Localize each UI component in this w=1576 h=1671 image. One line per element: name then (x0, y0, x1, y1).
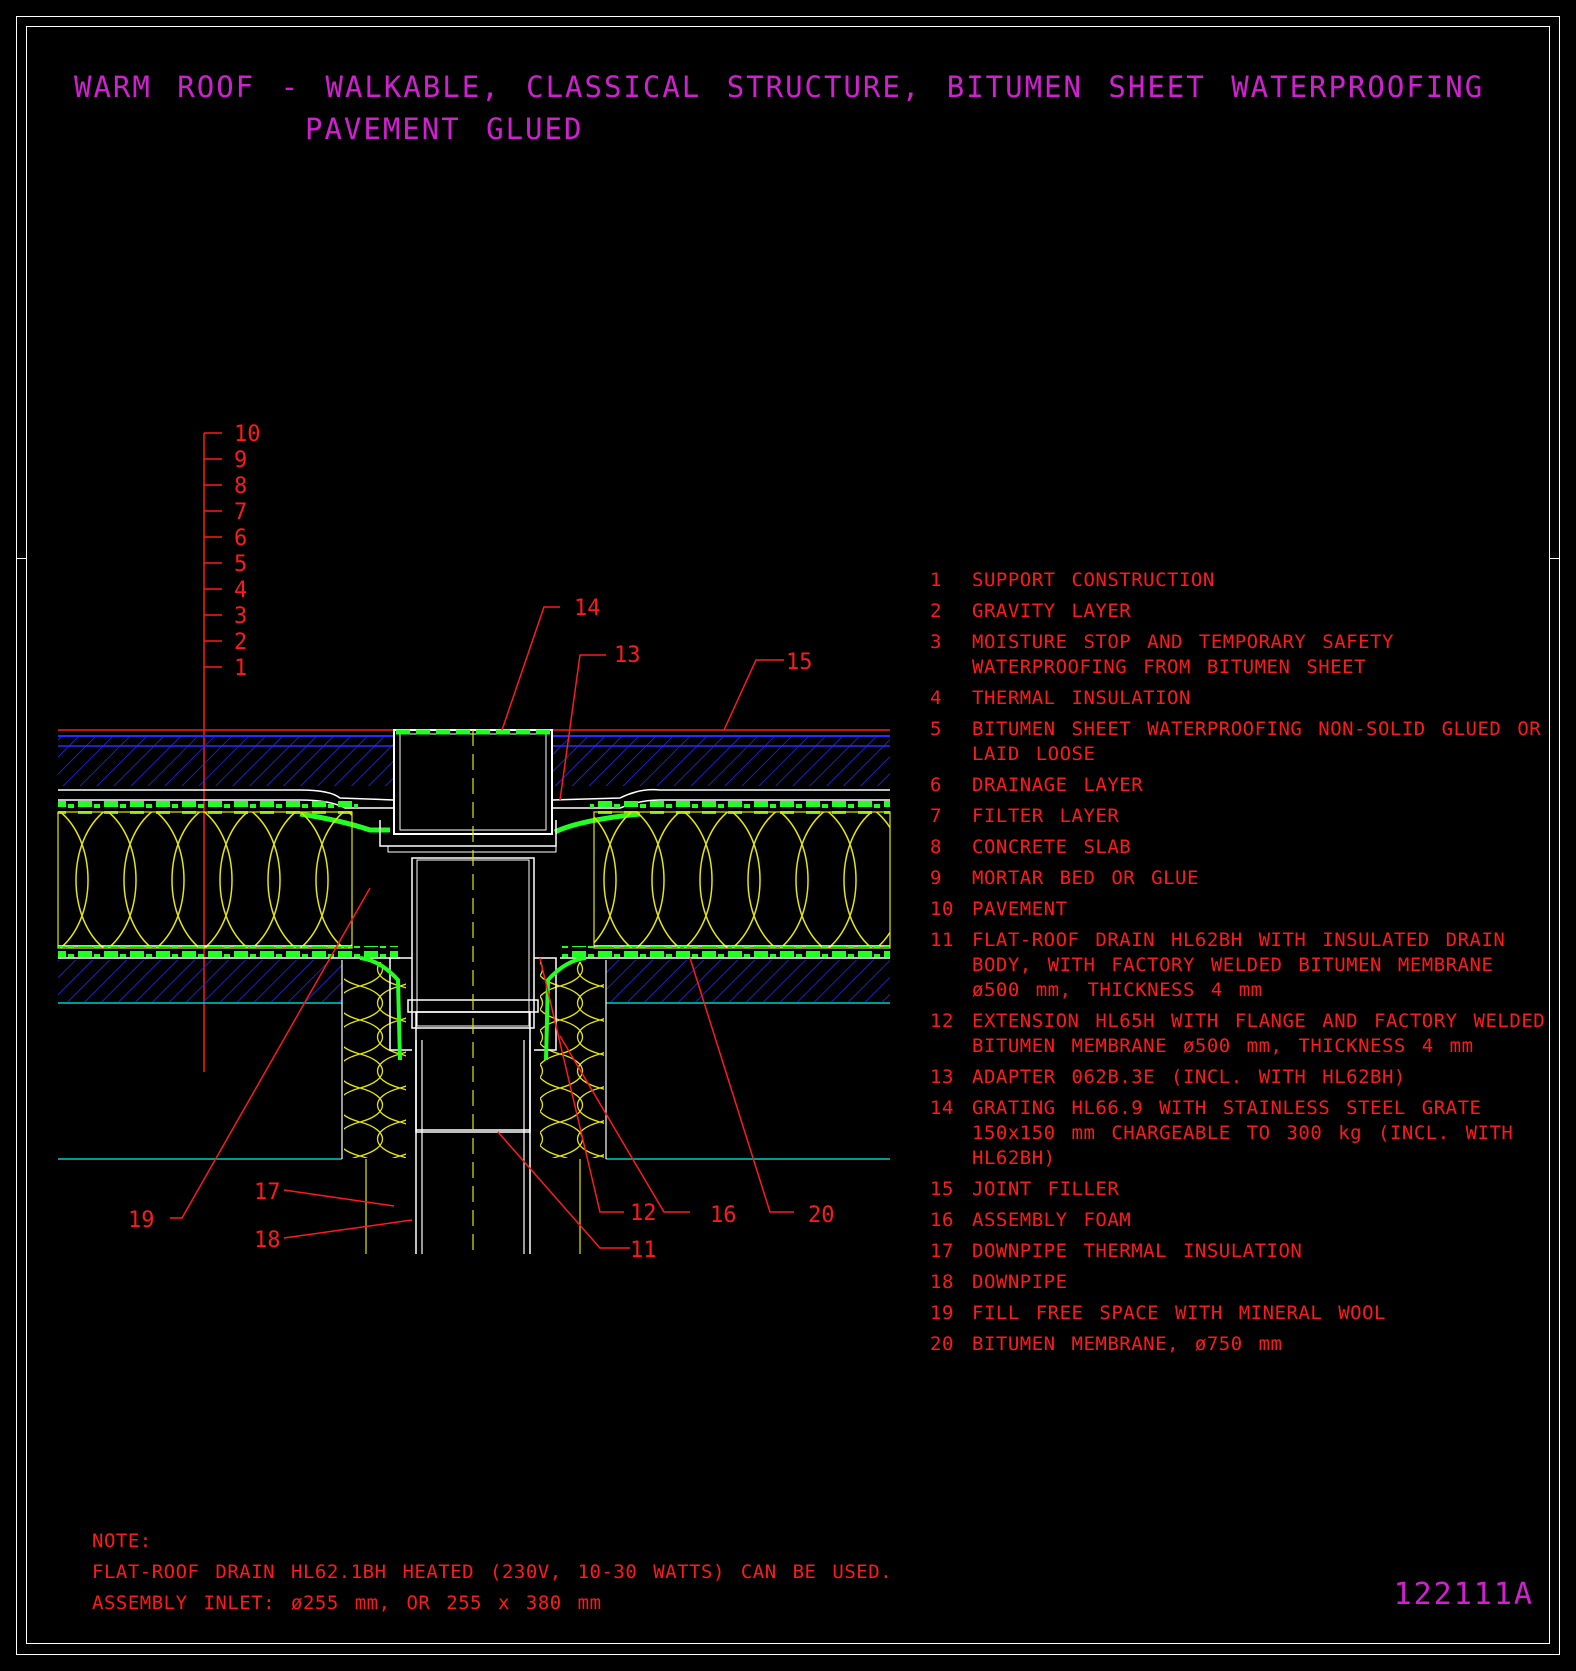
legend-item: 20 BITUMEN MEMBRANE, ø750 mm (930, 1333, 1283, 1355)
legend-item: 14 GRATING HL66.9 WITH STAINLESS STEEL GRATE 150x150 mm CHARGEABLE TO 300 kg (INCL. WITH HL62BH) (930, 1097, 1514, 1169)
legend-item: 10 PAVEMENT (930, 898, 1068, 920)
callout-12: 12 (630, 1201, 657, 1226)
scale-label-6: 6 (234, 526, 248, 551)
legend-item: 6 DRAINAGE LAYER (930, 774, 1144, 796)
callout-19: 19 (128, 1208, 155, 1233)
callout-15: 15 (786, 650, 813, 675)
legend (930, 568, 1550, 1363)
legend-item: 4 THERMAL INSULATION (930, 687, 1191, 709)
scale-label-1: 1 (234, 656, 248, 681)
callout-11: 11 (630, 1238, 657, 1263)
drawing-code: 122111A (1393, 1577, 1534, 1612)
scale-label-5: 5 (234, 552, 248, 577)
callout-16: 16 (710, 1203, 737, 1228)
scale-label-7: 7 (234, 500, 248, 525)
callout-17: 17 (254, 1180, 281, 1205)
scale-label-3: 3 (234, 604, 248, 629)
callout-20: 20 (808, 1203, 835, 1228)
scale-label-8: 8 (234, 474, 248, 499)
note-line-2: ASSEMBLY INLET: ø255 mm, OR 255 x 380 mm (92, 1592, 602, 1614)
legend-item: 16 ASSEMBLY FOAM (930, 1209, 1132, 1231)
thermal-insulation (58, 812, 890, 948)
legend-item: 7 FILTER LAYER (930, 805, 1120, 827)
note-heading: NOTE: (92, 1530, 152, 1552)
moisture-stop-membrane (58, 946, 890, 958)
title-line-2: PAVEMENT GLUED (305, 112, 584, 146)
legend-item: 5 BITUMEN SHEET WATERPROOFING NON-SOLID GLUED OR LAID LOOSE (930, 718, 1542, 765)
legend-item: 11 FLAT-ROOF DRAIN HL62BH WITH INSULATED DRAIN BODY, WITH FACTORY WELDED BITUMEN MEMBRANE ø500 mm, THICKNESS 4 mm (930, 929, 1506, 1001)
legend-item: 12 EXTENSION HL65H WITH FLANGE AND FACTORY WELDED BITUMEN MEMBRANE ø500 mm, THICKNESS 4 mm (930, 1010, 1546, 1057)
callout-18: 18 (254, 1228, 281, 1253)
legend-item: 2 GRAVITY LAYER (930, 600, 1132, 622)
legend-item: 3 MOISTURE STOP AND TEMPORARY SAFETY WATERPROOFING FROM BITUMEN SHEET (930, 631, 1394, 678)
legend-item: 1 SUPPORT CONSTRUCTION (930, 569, 1215, 591)
legend-item: 19 FILL FREE SPACE WITH MINERAL WOOL (930, 1302, 1386, 1324)
legend-item: 18 DOWNPIPE (930, 1271, 1068, 1293)
scale-label-10: 10 (234, 422, 261, 447)
legend-item: 15 JOINT FILLER (930, 1178, 1120, 1200)
legend-item: 17 DOWNPIPE THERMAL INSULATION (930, 1240, 1303, 1262)
concrete-slab (58, 960, 890, 1159)
title-line-1: WARM ROOF - WALKABLE, CLASSICAL STRUCTURE, BITUMEN SHEET WATERPROOFING (74, 70, 1485, 104)
scale-label-9: 9 (234, 448, 248, 473)
note-line-1: FLAT-ROOF DRAIN HL62.1BH HEATED (230V, 10-30 WATTS) CAN BE USED. (92, 1561, 893, 1583)
pavement-layer (58, 730, 890, 786)
scale-label-4: 4 (234, 578, 248, 603)
scale-label-2: 2 (234, 630, 248, 655)
legend-item: 9 MORTAR BED OR GLUE (930, 867, 1199, 889)
callout-13: 13 (614, 643, 641, 668)
mineral-wool-fill (344, 962, 604, 1158)
legend-item: 8 CONCRETE SLAB (930, 836, 1132, 858)
legend-item: 13 ADAPTER 062B.3E (INCL. WITH HL62BH) (930, 1066, 1406, 1088)
callout-14: 14 (574, 596, 601, 621)
